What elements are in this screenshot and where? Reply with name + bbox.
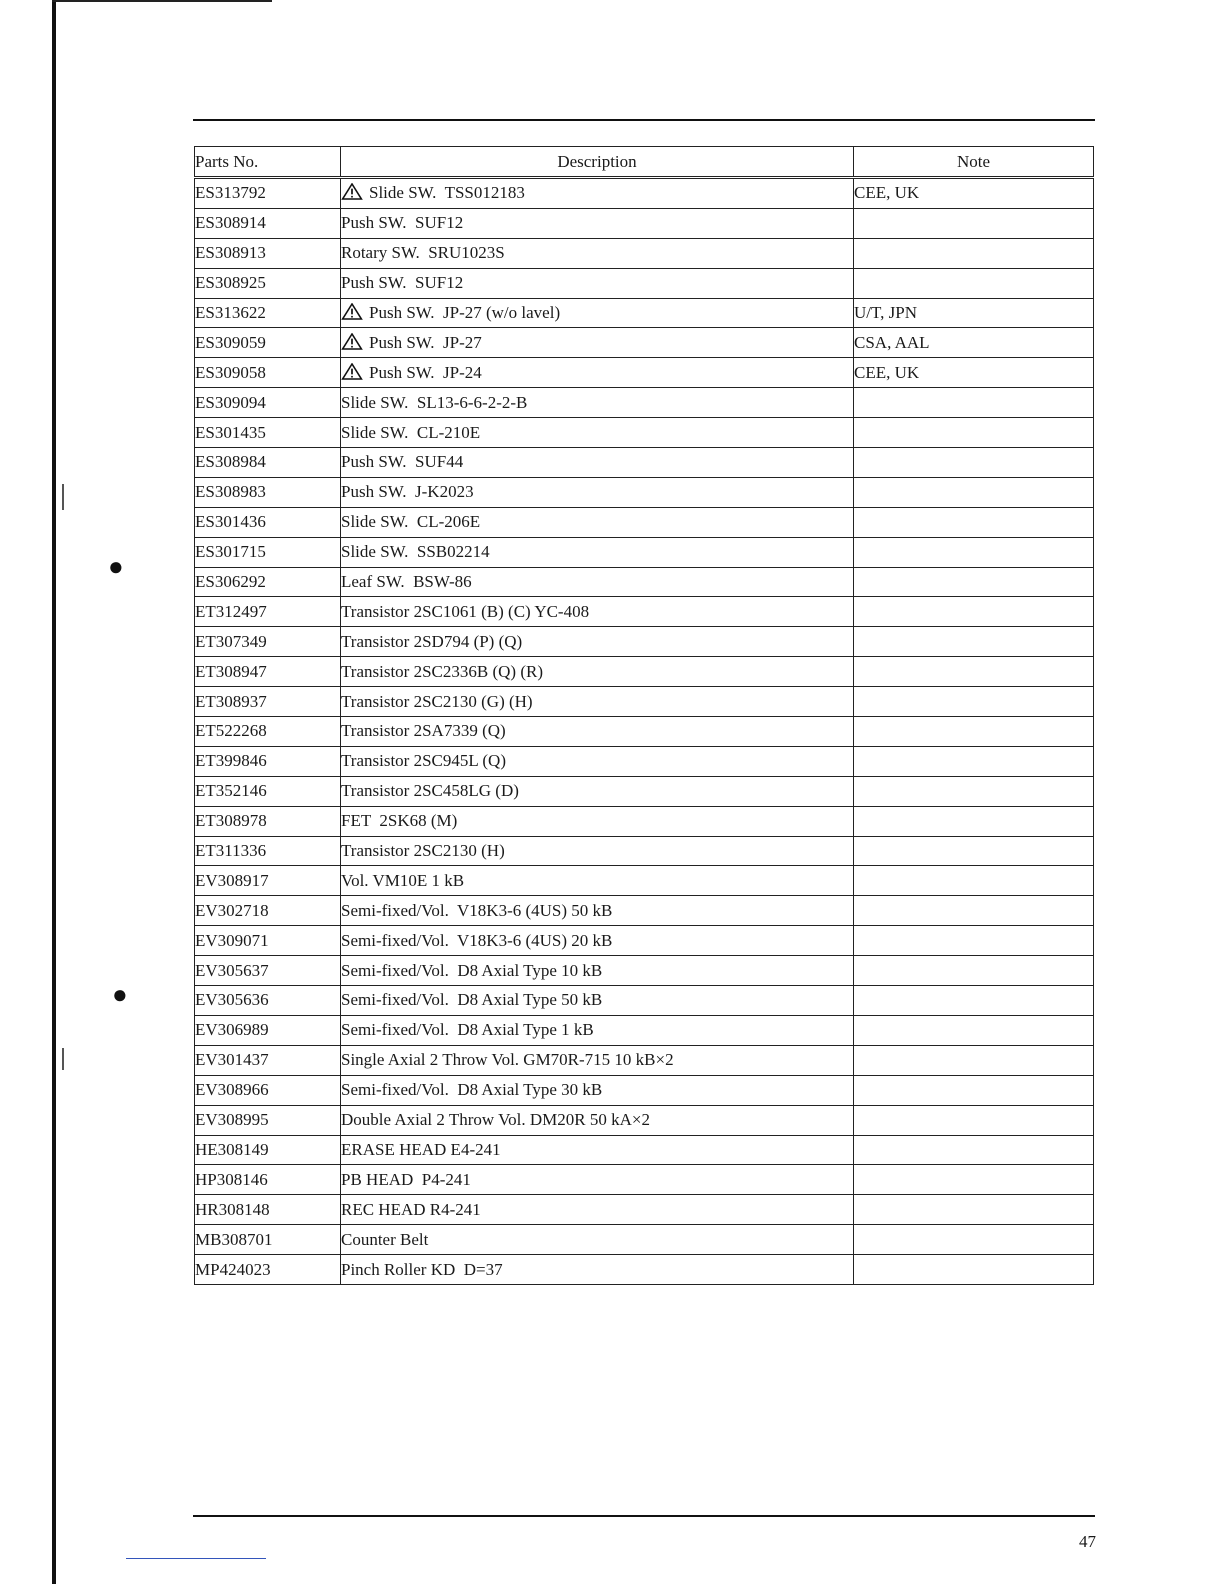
description-text: Semi-fixed/Vol. V18K3-6 (4US) 20 kB — [341, 930, 613, 950]
part-number-cell: EV301437 — [195, 1045, 341, 1075]
description-text: Leaf SW. BSW-86 — [341, 572, 472, 592]
note-cell — [854, 986, 1094, 1016]
header-description: Description — [341, 147, 854, 178]
part-number-cell: EV305637 — [195, 956, 341, 986]
description-text: FET 2SK68 (M) — [341, 811, 458, 831]
description-text: Transistor 2SC458LG (D) — [341, 781, 519, 801]
part-number-cell: EV306989 — [195, 1015, 341, 1045]
part-number-cell: ET307349 — [195, 627, 341, 657]
note-cell — [854, 388, 1094, 418]
note-cell — [854, 1165, 1094, 1195]
part-number-cell: EV305636 — [195, 986, 341, 1016]
part-number-cell: ES301435 — [195, 418, 341, 448]
description-cell — [341, 956, 854, 986]
table-row — [195, 657, 1094, 687]
description-text: Push SW. JP-24 — [369, 362, 482, 382]
description-cell — [341, 1225, 854, 1255]
description-text: Semi-fixed/Vol. D8 Axial Type 30 kB — [341, 1080, 603, 1100]
description-cell — [341, 298, 854, 328]
description-text: Push SW. JP-27 — [369, 332, 482, 352]
note-cell — [854, 208, 1094, 238]
table-row — [195, 238, 1094, 268]
description-text: Transistor 2SC2130 (H) — [341, 841, 505, 861]
description-text: Pinch Roller KD D=37 — [341, 1259, 503, 1279]
table-row — [195, 448, 1094, 478]
part-number-cell: EV302718 — [195, 896, 341, 926]
table-row — [195, 1195, 1094, 1225]
part-number-cell: ES309058 — [195, 358, 341, 388]
note-cell — [854, 1015, 1094, 1045]
note-cell — [854, 448, 1094, 478]
table-row — [195, 1165, 1094, 1195]
description-cell — [341, 1015, 854, 1045]
note-cell — [854, 1195, 1094, 1225]
warning-triangle-icon — [341, 333, 363, 350]
table-row — [195, 418, 1094, 448]
note-cell — [854, 896, 1094, 926]
description-cell — [341, 1195, 854, 1225]
part-number-cell: ES308984 — [195, 448, 341, 478]
table-row — [195, 896, 1094, 926]
table-row — [195, 298, 1094, 328]
table-row — [195, 1225, 1094, 1255]
note-cell — [854, 717, 1094, 747]
note-cell — [854, 507, 1094, 537]
punch-hole-mark: ● — [108, 552, 124, 581]
note-cell — [854, 238, 1094, 268]
description-cell — [341, 537, 854, 567]
description-cell — [341, 268, 854, 298]
table-row — [195, 746, 1094, 776]
part-number-cell: MB308701 — [195, 1225, 341, 1255]
part-number-cell: ES313622 — [195, 298, 341, 328]
description-cell — [341, 896, 854, 926]
note-cell — [854, 1045, 1094, 1075]
description-text: Rotary SW. SRU1023S — [341, 243, 505, 263]
description-text: PB HEAD P4-241 — [341, 1169, 471, 1189]
note-cell — [854, 1105, 1094, 1135]
description-cell — [341, 1135, 854, 1165]
description-text: Push SW. SUF12 — [341, 273, 464, 293]
note-cell — [854, 567, 1094, 597]
description-text: Slide SW. CL-210E — [341, 422, 481, 442]
table-row — [195, 776, 1094, 806]
part-number-cell: HR308148 — [195, 1195, 341, 1225]
part-number-cell: HP308146 — [195, 1165, 341, 1195]
description-cell — [341, 746, 854, 776]
table-row — [195, 836, 1094, 866]
description-text: Transistor 2SC1061 (B) (C) YC-408 — [341, 601, 590, 621]
description-cell — [341, 358, 854, 388]
table-row — [195, 328, 1094, 358]
note-cell — [854, 268, 1094, 298]
part-number-cell: ET311336 — [195, 836, 341, 866]
note-cell — [854, 1135, 1094, 1165]
part-number-cell: ES308914 — [195, 208, 341, 238]
note-cell — [854, 657, 1094, 687]
note-cell — [854, 687, 1094, 717]
note-cell: CEE, UK — [854, 178, 1094, 209]
table-row — [195, 507, 1094, 537]
table-row — [195, 926, 1094, 956]
table-row — [195, 1135, 1094, 1165]
table-row — [195, 208, 1094, 238]
description-text: Semi-fixed/Vol. D8 Axial Type 10 kB — [341, 960, 603, 980]
table-row — [195, 388, 1094, 418]
header-note: Note — [854, 147, 1094, 178]
description-text: Push SW. J-K2023 — [341, 482, 474, 502]
note-cell — [854, 597, 1094, 627]
description-text: Slide SW. TSS012183 — [369, 183, 525, 203]
table-row — [195, 1045, 1094, 1075]
warning-triangle-icon — [341, 363, 363, 380]
table-row — [195, 537, 1094, 567]
description-text: Transistor 2SC2130 (G) (H) — [341, 691, 533, 711]
description-cell — [341, 836, 854, 866]
header-rule — [193, 119, 1095, 121]
note-cell: CEE, UK — [854, 358, 1094, 388]
description-cell — [341, 1045, 854, 1075]
description-cell — [341, 477, 854, 507]
description-text: Transistor 2SD794 (P) (Q) — [341, 631, 523, 651]
part-number-cell: ET308947 — [195, 657, 341, 687]
description-cell — [341, 1165, 854, 1195]
description-text: ERASE HEAD E4-241 — [341, 1139, 501, 1159]
part-number-cell: ES301715 — [195, 537, 341, 567]
table-row — [195, 986, 1094, 1016]
description-cell — [341, 1255, 854, 1285]
description-cell — [341, 986, 854, 1016]
part-number-cell: EV309071 — [195, 926, 341, 956]
note-cell — [854, 477, 1094, 507]
description-cell — [341, 717, 854, 747]
footer-rule — [193, 1515, 1095, 1517]
part-number-cell: EV308966 — [195, 1075, 341, 1105]
table-row — [195, 627, 1094, 657]
page-number: 47 — [1079, 1532, 1096, 1551]
part-number-cell: EV308917 — [195, 866, 341, 896]
description-cell — [341, 657, 854, 687]
header-parts-no: Parts No. — [195, 147, 341, 178]
note-cell — [854, 956, 1094, 986]
part-number-cell: ES308925 — [195, 268, 341, 298]
table-row — [195, 866, 1094, 896]
table-row — [195, 1075, 1094, 1105]
note-cell — [854, 926, 1094, 956]
description-cell — [341, 208, 854, 238]
description-cell — [341, 1075, 854, 1105]
description-text: REC HEAD R4-241 — [341, 1199, 481, 1219]
note-cell — [854, 746, 1094, 776]
description-text: Push SW. JP-27 (w/o lavel) — [369, 303, 561, 322]
description-cell — [341, 926, 854, 956]
part-number-cell: ES309094 — [195, 388, 341, 418]
note-cell — [854, 1225, 1094, 1255]
description-text: Double Axial 2 Throw Vol. DM20R 50 kA×2 — [341, 1110, 650, 1130]
description-cell — [341, 627, 854, 657]
warning-triangle-icon — [341, 183, 363, 200]
scan-mark — [62, 484, 64, 510]
note-cell — [854, 1255, 1094, 1285]
description-text: Slide SW. CL-206E — [341, 512, 481, 532]
table-row — [195, 1015, 1094, 1045]
warning-triangle-icon — [341, 303, 363, 320]
parts-table — [194, 146, 1094, 1285]
note-cell — [854, 776, 1094, 806]
note-cell: U/T, JPN — [854, 298, 1094, 328]
part-number-cell: ES301436 — [195, 507, 341, 537]
description-text: Vol. VM10E 1 kB — [341, 870, 465, 890]
description-text: Slide SW. SL13-6-6-2-2-B — [341, 392, 528, 412]
part-number-cell: ET308937 — [195, 687, 341, 717]
binding-bottom-mark — [126, 1558, 266, 1559]
table-header-row — [195, 147, 1094, 178]
description-text: Push SW. SUF12 — [341, 213, 464, 233]
description-text: Slide SW. SSB02214 — [341, 542, 490, 562]
table-row — [195, 358, 1094, 388]
scan-mark — [62, 1048, 64, 1070]
description-text: Transistor 2SC945L (Q) — [341, 751, 506, 771]
part-number-cell: ES308983 — [195, 477, 341, 507]
description-text: Push SW. SUF44 — [341, 452, 464, 472]
description-text: Single Axial 2 Throw Vol. GM70R-715 10 kB×2 — [341, 1050, 674, 1070]
description-cell — [341, 328, 854, 358]
table-row — [195, 1105, 1094, 1135]
description-cell — [341, 597, 854, 627]
table-row — [195, 268, 1094, 298]
binding-top-mark — [52, 0, 272, 2]
description-cell — [341, 238, 854, 268]
description-cell — [341, 1105, 854, 1135]
table-row — [195, 806, 1094, 836]
part-number-cell: ES309059 — [195, 328, 341, 358]
punch-hole-mark: ● — [112, 980, 128, 1009]
description-text: Transistor 2SA7339 (Q) — [341, 721, 506, 741]
description-cell — [341, 448, 854, 478]
note-cell — [854, 1075, 1094, 1105]
table-row — [195, 1255, 1094, 1285]
description-cell — [341, 418, 854, 448]
part-number-cell: ET399846 — [195, 746, 341, 776]
part-number-cell: HE308149 — [195, 1135, 341, 1165]
note-cell — [854, 418, 1094, 448]
binding-edge-line — [52, 0, 56, 1584]
description-text: Transistor 2SC2336B (Q) (R) — [341, 661, 543, 681]
note-cell — [854, 866, 1094, 896]
table-row — [195, 956, 1094, 986]
description-text: Semi-fixed/Vol. V18K3-6 (4US) 50 kB — [341, 900, 613, 920]
part-number-cell: ET522268 — [195, 717, 341, 747]
note-cell — [854, 836, 1094, 866]
note-cell: CSA, AAL — [854, 328, 1094, 358]
description-text: Counter Belt — [341, 1229, 429, 1249]
table-row — [195, 567, 1094, 597]
parts-table-body — [195, 178, 1094, 1285]
part-number-cell: MP424023 — [195, 1255, 341, 1285]
description-cell — [341, 687, 854, 717]
part-number-cell: ES308913 — [195, 238, 341, 268]
part-number-cell: ET312497 — [195, 597, 341, 627]
table-row — [195, 477, 1094, 507]
part-number-cell: ES313792 — [195, 178, 341, 209]
part-number-cell: ET308978 — [195, 806, 341, 836]
description-text: Semi-fixed/Vol. D8 Axial Type 50 kB — [341, 990, 603, 1010]
description-cell — [341, 806, 854, 836]
table-row — [195, 597, 1094, 627]
part-number-cell: EV308995 — [195, 1105, 341, 1135]
description-cell — [341, 388, 854, 418]
description-cell — [341, 178, 854, 209]
note-cell — [854, 537, 1094, 567]
table-row — [195, 717, 1094, 747]
table-row — [195, 178, 1094, 209]
part-number-cell: ET352146 — [195, 776, 341, 806]
note-cell — [854, 627, 1094, 657]
description-cell — [341, 866, 854, 896]
description-text: Semi-fixed/Vol. D8 Axial Type 1 kB — [341, 1020, 594, 1040]
description-cell — [341, 567, 854, 597]
note-cell — [854, 806, 1094, 836]
table-row — [195, 687, 1094, 717]
description-cell — [341, 776, 854, 806]
part-number-cell: ES306292 — [195, 567, 341, 597]
description-cell — [341, 507, 854, 537]
